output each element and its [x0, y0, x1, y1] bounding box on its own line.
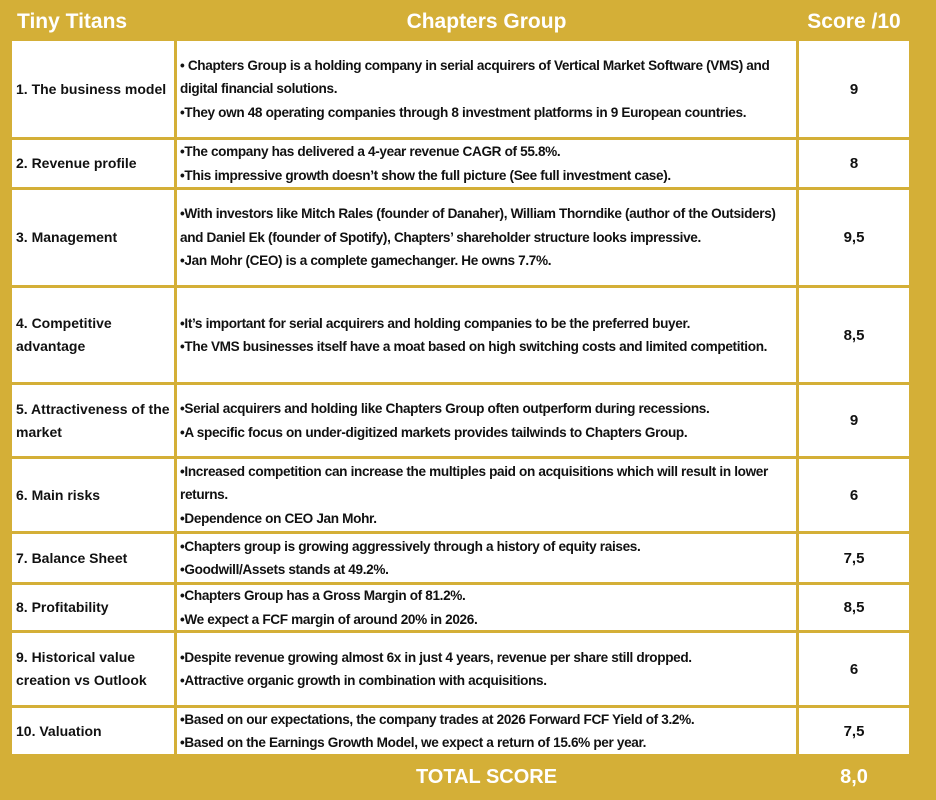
score-value: 9,5 — [843, 229, 865, 246]
bullet-list — [180, 140, 794, 187]
row-label — [12, 708, 174, 754]
row-score — [799, 534, 909, 582]
row-score — [799, 459, 909, 531]
criterion-label: 4. Competitive advantage — [16, 315, 112, 354]
bullet-point: •We expect a FCF margin of around 20% in 2026. — [180, 611, 478, 627]
bullet-point: •With investors like Mitch Rales (founder of Danaher), William Thorndike (author of the Outsiders) and Daniel Ek (founder of Spotify), Chapters’ shareholder structure looks impressive. — [180, 206, 776, 245]
bullet-list — [180, 460, 794, 531]
row-description — [177, 140, 796, 187]
bullet-list — [180, 202, 794, 273]
score-value: 8,5 — [843, 599, 865, 616]
bullet-point: •Based on the Earnings Growth Model, we expect a return of 15.6% per year. — [180, 735, 647, 750]
row-score — [799, 633, 909, 705]
score-value: 9 — [849, 412, 859, 429]
row-score — [799, 41, 909, 137]
criterion-label: 9. Historical value creation vs Outlook — [16, 649, 147, 688]
bullet-list — [180, 646, 794, 693]
bullet-point: •The VMS businesses itself have a moat based on high switching costs and limited competition. — [180, 339, 768, 354]
row-description — [177, 288, 796, 382]
row-label — [12, 190, 174, 285]
bullet-point: •Goodwill/Assets stands at 49.2%. — [180, 562, 389, 577]
row-label — [12, 140, 174, 187]
bullet-point: •Despite revenue growing almost 6x in just 4 years, revenue per share still dropped. — [180, 649, 692, 665]
header-score: Score /10 — [807, 10, 901, 33]
score-value: 7,5 — [843, 549, 865, 567]
criterion-label: 3. Management — [16, 229, 118, 245]
score-value: 8,5 — [843, 326, 865, 344]
bullet-point: •Attractive organic growth in combination with acquisitions. — [180, 673, 547, 688]
row-description — [177, 534, 796, 582]
score-value: 7,5 — [843, 722, 865, 740]
bullet-point: •It’s important for serial acquirers and holding companies to be the preferred buyer. — [180, 315, 691, 331]
bullet-point: •A specific focus on under-digitized markets provides tailwinds to Chapters Group. — [180, 424, 688, 440]
row-score — [799, 288, 909, 382]
row-description — [177, 708, 796, 754]
row-label — [12, 534, 174, 582]
total-score-label: TOTAL SCORE — [415, 766, 558, 788]
bullet-point: •Chapters group is growing aggressively through a history of equity raises. — [180, 538, 641, 554]
score-value: 6 — [849, 486, 859, 504]
score-value: 8 — [849, 155, 859, 172]
total-score-value: 8,0 — [840, 766, 868, 788]
criterion-label: 6. Main risks — [16, 486, 101, 503]
row-label — [12, 459, 174, 531]
row-score — [799, 385, 909, 456]
header-company: Chapters Group — [406, 10, 567, 33]
criterion-label: 2. Revenue profile — [16, 155, 137, 171]
bullet-point: •The company has delivered a 4-year revenue CAGR of 55.8%. — [180, 144, 561, 159]
bullet-point: •Increased competition can increase the multiples paid on acquisitions which will result in lower returns. — [180, 463, 768, 503]
criterion-label: 8. Profitability — [16, 599, 109, 615]
bullet-list — [180, 584, 794, 631]
row-label — [12, 41, 174, 137]
row-score — [799, 585, 909, 630]
score-value: 6 — [849, 660, 859, 678]
row-score — [799, 190, 909, 285]
bullet-point: •Jan Mohr (CEO) is a complete gamechanger. He owns 7.7%. — [180, 253, 552, 269]
bullet-list — [180, 397, 794, 444]
row-label — [12, 633, 174, 705]
bullet-list — [180, 535, 794, 582]
row-description — [177, 459, 796, 531]
row-score — [799, 140, 909, 187]
header-brand: Tiny Titans — [17, 10, 128, 33]
criterion-label: 1. The business model — [16, 80, 167, 97]
row-label — [12, 288, 174, 382]
bullet-point: •They own 48 operating companies through 8 investment platforms in 9 European countries. — [180, 104, 747, 120]
row-description — [177, 585, 796, 630]
bullet-point: •This impressive growth doesn’t show the full picture (See full investment case). — [180, 167, 671, 183]
row-description — [177, 41, 796, 137]
row-description — [177, 190, 796, 285]
score-value: 9 — [849, 80, 859, 98]
bullet-list — [180, 312, 794, 359]
bullet-point: •Based on our expectations, the company trades at 2026 Forward FCF Yield of 3.2%. — [180, 711, 695, 727]
bullet-point: •Chapters Group has a Gross Margin of 81.2%. — [180, 588, 466, 603]
criterion-label: 7. Balance Sheet — [16, 549, 128, 566]
row-description — [177, 385, 796, 456]
criterion-label: 5. Attractiveness of the market — [16, 400, 170, 440]
row-label — [12, 385, 174, 456]
bullet-point: •Serial acquirers and holding like Chapters Group often outperform during recessions. — [180, 401, 710, 416]
criterion-label: 10. Valuation — [16, 722, 102, 739]
row-label — [12, 585, 174, 630]
bullet-list — [180, 54, 794, 125]
bullet-list — [180, 708, 794, 755]
row-description — [177, 633, 796, 705]
row-score — [799, 708, 909, 754]
bullet-point: • Chapters Group is a holding company in serial acquirers of Vertical Market Software (VMS) and digital financial solutions. — [180, 57, 770, 97]
bullet-point: •Dependence on CEO Jan Mohr. — [180, 510, 377, 526]
